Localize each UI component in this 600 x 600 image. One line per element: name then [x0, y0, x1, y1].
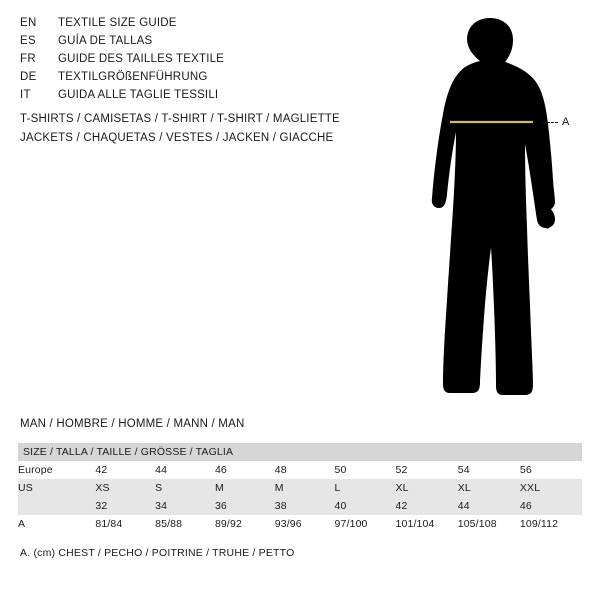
table-header-label: SIZE / TALLA / TAILLE / GRÖSSE / TAGLIA [23, 446, 234, 458]
cell: 34 [155, 497, 215, 515]
language-text: GUÍA DE TALLAS [58, 35, 153, 47]
cell: 89/92 [215, 515, 275, 533]
table-row [18, 479, 582, 497]
language-row [20, 14, 350, 32]
row-label: Europe [18, 461, 95, 479]
cell: 40 [335, 497, 396, 515]
body-silhouette [405, 12, 595, 407]
cell: 42 [396, 497, 458, 515]
table-header-row [18, 443, 582, 461]
row-label: US [18, 479, 95, 497]
cell: XXL [520, 479, 582, 497]
language-list [20, 14, 350, 104]
language-row [20, 86, 350, 104]
category-list [20, 110, 340, 148]
cell: 50 [335, 461, 396, 479]
row-label: A [18, 515, 95, 533]
cell: 38 [275, 497, 335, 515]
cell: 93/96 [275, 515, 335, 533]
cell: 46 [215, 461, 275, 479]
cell: 101/104 [396, 515, 458, 533]
measure-leader-line [543, 122, 558, 123]
row-label [18, 497, 95, 515]
cell: 42 [95, 461, 155, 479]
language-text: TEXTILGRÖßENFÜHRUNG [58, 71, 208, 83]
cell: XS [95, 479, 155, 497]
measure-marker-a: A [562, 116, 570, 128]
language-row [20, 32, 350, 50]
cell: 105/108 [458, 515, 520, 533]
cell: 48 [275, 461, 335, 479]
cell: S [155, 479, 215, 497]
cell: 109/112 [520, 515, 582, 533]
silhouette-svg [405, 12, 595, 407]
cell: 54 [458, 461, 520, 479]
cell: 44 [458, 497, 520, 515]
cell: 97/100 [335, 515, 396, 533]
cell: L [335, 479, 396, 497]
category-tshirts: T-SHIRTS / CAMISETAS / T-SHIRT / T-SHIRT / MAGLIETTE [20, 113, 340, 125]
cell: 46 [520, 497, 582, 515]
cell: M [215, 479, 275, 497]
size-table [18, 443, 582, 533]
table-group-title: MAN / HOMBRE / HOMME / MANN / MAN [20, 418, 245, 430]
language-code: IT [20, 89, 31, 101]
cell: 36 [215, 497, 275, 515]
language-code: DE [20, 71, 37, 83]
language-text: GUIDE DES TAILLES TEXTILE [58, 53, 225, 65]
cell: 52 [396, 461, 458, 479]
cell: XL [396, 479, 458, 497]
cell: 81/84 [95, 515, 155, 533]
cell: 85/88 [155, 515, 215, 533]
cell: M [275, 479, 335, 497]
cell: 44 [155, 461, 215, 479]
language-text: TEXTILE SIZE GUIDE [58, 17, 177, 29]
language-code: EN [20, 17, 37, 29]
language-text: GUIDA ALLE TAGLIE TESSILI [58, 89, 219, 101]
language-row [20, 50, 350, 68]
cell: 56 [520, 461, 582, 479]
cell: XL [458, 479, 520, 497]
language-row [20, 68, 350, 86]
table-row [18, 515, 582, 533]
table-row [18, 497, 582, 515]
category-jackets: JACKETS / CHAQUETAS / VESTES / JACKEN / GIACCHE [20, 132, 334, 144]
table-row [18, 461, 582, 479]
language-code: ES [20, 35, 36, 47]
language-code: FR [20, 53, 36, 65]
table-footnote: A. (cm) CHEST / PECHO / POITRINE / TRUHE / PETTO [20, 547, 295, 559]
cell: 32 [95, 497, 155, 515]
